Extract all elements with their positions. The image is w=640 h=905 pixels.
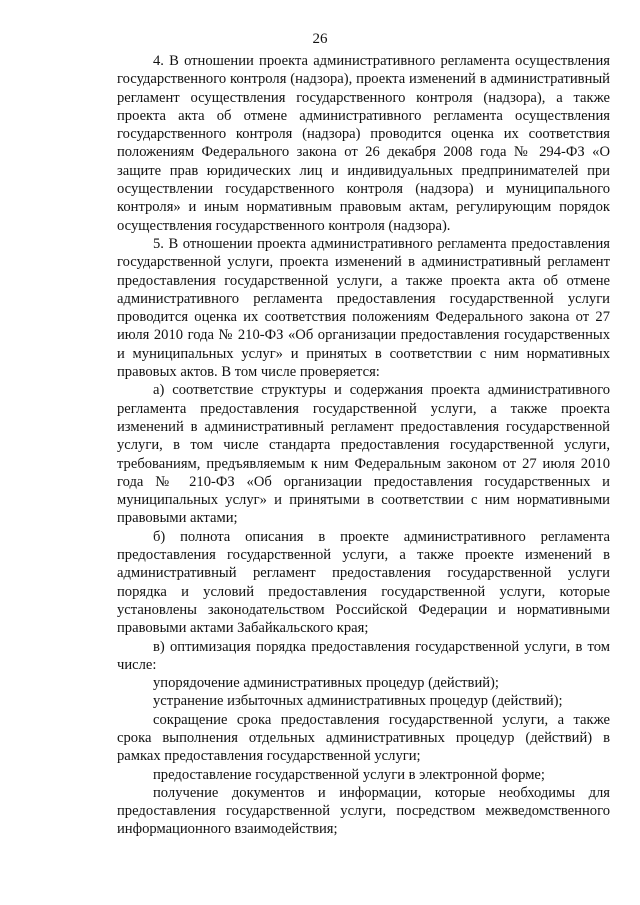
subitem-v: в) оптимизация порядка предоставления государственной услуги, в том числе: xyxy=(117,638,610,673)
subitem-a: а) соответствие структуры и содержания проекта административного регламента предоставления государственной услуги, а также проекта изменений в административный регламент предоставления государственной услуги, в том числе стандарта предоставления государственной услуги, требованиям, предъявляемым к ним Федеральным законом от 27 июля 2010 года № 210-ФЗ «Об организации предоставления государственных и муниципальных услуг» и принятыми в соответствии с ним нормативными правовыми актами; xyxy=(117,382,610,527)
paragraph-4: 4. В отношении проекта административного регламента осуществления государственного контроля (надзора), проекта изменений в административный регламент осуществления государственного контроля (надзора), а также проекта акта об отмене административного регламента осуществления государственного контроля (надзора) проводится оценка их соответствия положениям Федерального закона от 26 декабря 2008 года № 294-ФЗ «О защите прав юридических лиц и индивидуальных предпринимателей при осуществлении государственного контроля (надзора) и муниципального контроля» и иным нормативным правовым актам, регулирующим порядок осуществления государственного контроля (надзора). xyxy=(117,53,610,234)
list-item-electronic: предоставление государственной услуги в электронной форме; xyxy=(153,766,545,783)
subitem-b: б) полнота описания в проекте административного регламента предоставления государственной услуги, а также проекте изменений в административный регламент предоставления государственной услуги порядка и условий предоставления государственной услуги, которые установлены законодательством Российской Федерации и нормативными правовыми актами Забайкальского края; xyxy=(117,528,610,637)
list-item-reduction: сокращение срока предоставления государственной услуги, а также срока выполнения отдельных административных процедур (действий) в рамках предоставления государственной услуги; xyxy=(117,711,610,765)
list-item-ordering: упорядочение административных процедур (действий); xyxy=(153,675,499,692)
document-body xyxy=(117,52,610,839)
paragraph-5: 5. В отношении проекта административного регламента предоставления государственной услуги, проекта изменений в административный регламент предоставления государственной услуги, а также проекта акта об отмене административного регламента предоставления государственной услуги проводится оценка их соответствия положениям Федерального закона от 27 июля 2010 года № 210-ФЗ «Об организации предоставления государственных и муниципальных услуг» и принятых в соответствии с ним нормативных правовых актов. В том числе проверяется: xyxy=(117,235,610,381)
list-item-removal: устранение избыточных административных процедур (действий); xyxy=(153,693,563,710)
list-item-documents: получение документов и информации, которые необходимы для предоставления государственной услуги, посредством межведомственного информационного взаимодействия; xyxy=(117,784,610,838)
page-number: 26 xyxy=(312,31,328,47)
